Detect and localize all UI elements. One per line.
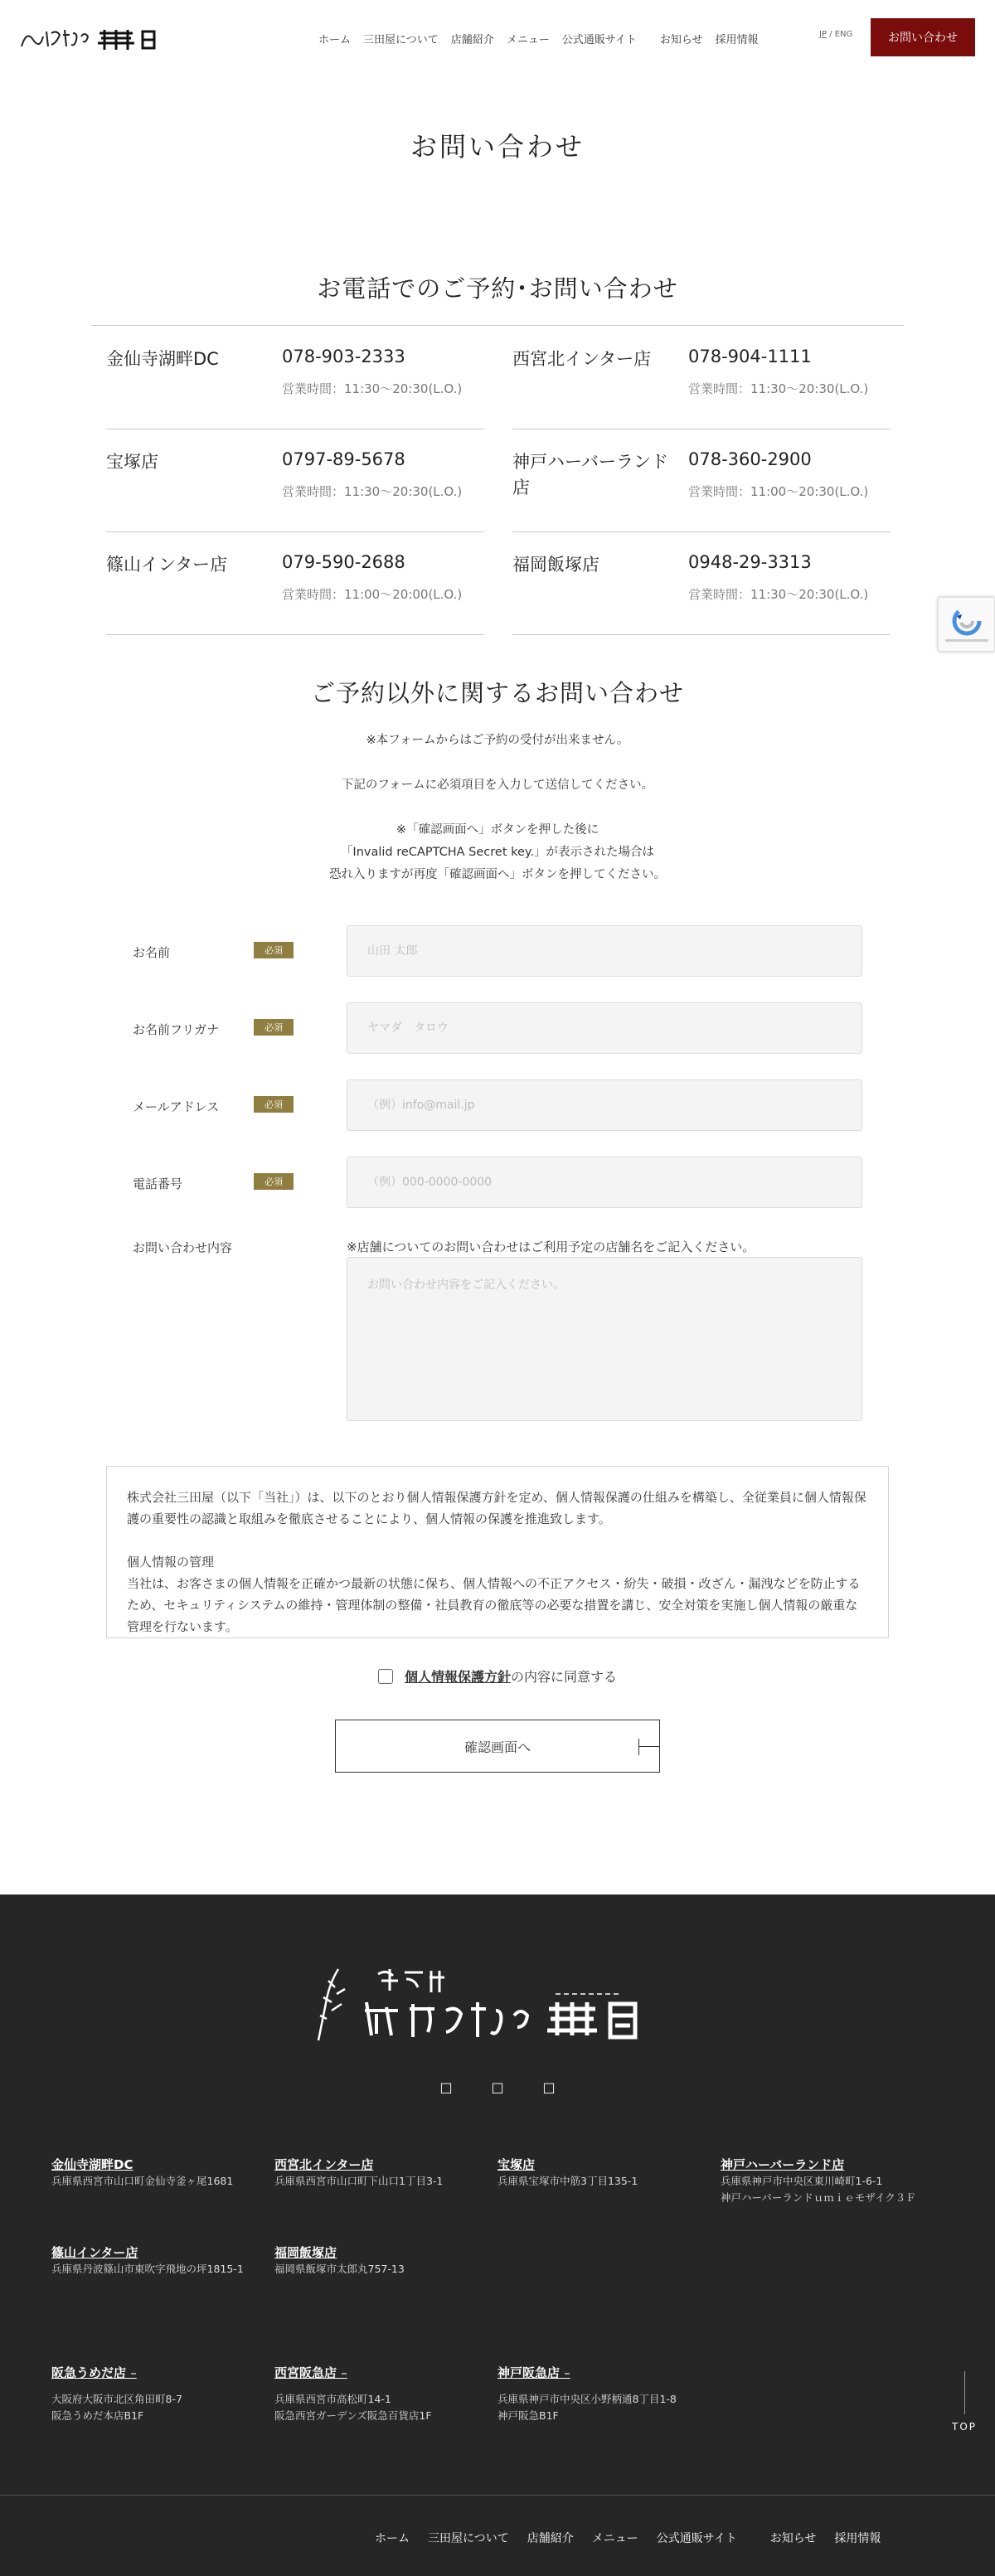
- store-phone-item: [106, 532, 484, 635]
- lang-en[interactable]: ENG: [834, 30, 853, 39]
- footer-store: [274, 2364, 490, 2424]
- store-hours: 営業時間：11:30〜20:30(L.O.): [688, 587, 869, 602]
- furigana-input[interactable]: [347, 1002, 862, 1054]
- line-icon[interactable]: □: [542, 2079, 556, 2095]
- recaptcha-badge[interactable]: [938, 597, 995, 652]
- required-badge: 必須: [254, 1096, 294, 1113]
- nav-menu[interactable]: メニュー: [506, 34, 550, 46]
- arrow-line: [639, 1746, 659, 1747]
- name-label: お名前: [133, 945, 171, 960]
- nav-about[interactable]: 三田屋について: [363, 34, 439, 46]
- store-phone-item: [512, 532, 891, 635]
- footer-nav-online-shop[interactable]: 公式通販サイト: [656, 2532, 737, 2545]
- required-badge: 必須: [254, 1173, 294, 1190]
- footer-nav-stores[interactable]: 店舗紹介: [527, 2532, 574, 2545]
- privacy-management-text: 当社は、お客さまの個人情報を正確かつ最新の状態に保ち、個人情報への不正アクセス・紛失・破損・改ざん・漏洩などを防止するため、セキュリティシステムの維持・管理体制の整備・社員教育の徹底等の必要な措置を講じ、安全対策を実施し個人情報の厳重な管理を行ないます。: [127, 1576, 861, 1634]
- footer-store-name[interactable]: 宝塚店: [498, 2157, 536, 2172]
- note-recaptcha-2: 「Invalid reCAPTCHA Secret key.」が表示された場合は: [340, 846, 655, 859]
- footer-nav-about[interactable]: 三田屋について: [428, 2532, 509, 2545]
- footer-store-address: 大阪府大阪市北区角田町8-7: [51, 2393, 182, 2405]
- store-name: 金仙寺湖畔DC: [106, 349, 219, 369]
- store-tel[interactable]: 078-903-2333: [282, 347, 405, 366]
- footer-store-name[interactable]: 神戸阪急店: [498, 2365, 561, 2380]
- contact-button[interactable]: お問い合わせ: [871, 18, 975, 56]
- store-name: 神戸ハーバーランド店: [512, 452, 668, 497]
- footer-nav-recruit[interactable]: 採用情報: [834, 2532, 881, 2545]
- site-logo[interactable]: [18, 22, 159, 55]
- store-name: 西宮北インター店: [512, 349, 652, 369]
- footer-store: [498, 2364, 713, 2424]
- footer-store-address: 兵庫県西宮市山口町下山口1丁目3-1: [274, 2175, 444, 2187]
- form-section-title: ご予約以外に関するお問い合わせ: [310, 679, 684, 707]
- instagram-icon[interactable]: □: [439, 2079, 453, 2095]
- inquiry-note: ※店舗についてのお問い合わせはご利用予定の店舗名をご記入ください。: [347, 1239, 755, 1254]
- form-notes: [0, 730, 995, 886]
- external-link-icon: –: [341, 2365, 347, 2380]
- required-badge: 必須: [254, 942, 294, 958]
- agree-text: の内容に同意する: [511, 1669, 618, 1685]
- external-link-icon: –: [130, 2365, 137, 2380]
- store-hours: 営業時間：11:30〜20:30(L.O.): [688, 381, 869, 396]
- email-input[interactable]: [347, 1079, 862, 1131]
- confirm-button[interactable]: [335, 1720, 660, 1773]
- phone-section-title: お電話でのご予約･お問い合わせ: [317, 274, 678, 303]
- footer-store-address-2: 阪急うめだ本店B1F: [51, 2409, 144, 2422]
- footer-store-name[interactable]: 西宮北インター店: [274, 2157, 374, 2172]
- inquiry-label: お問い合わせ内容: [133, 1240, 233, 1255]
- store-name: 篠山インター店: [106, 555, 228, 575]
- store-hours: 営業時間：11:30〜20:30(L.O.): [282, 484, 463, 499]
- required-badge: 必須: [254, 1019, 294, 1036]
- inquiry-textarea[interactable]: [347, 1257, 862, 1421]
- store-phone-item: [106, 327, 484, 429]
- furigana-label: お名前フリガナ: [133, 1022, 220, 1037]
- privacy-policy-box[interactable]: [106, 1466, 889, 1638]
- privacy-agree: [0, 1666, 995, 1686]
- footer-store-address: 兵庫県宝塚市中筋3丁目135-1: [498, 2175, 638, 2187]
- footer-store-address-2: 阪急西宮ガーデンズ阪急百貨店1F: [274, 2409, 432, 2422]
- footer-store-name[interactable]: 篠山インター店: [51, 2245, 138, 2260]
- store-hours: 営業時間：11:30〜20:30(L.O.): [282, 381, 463, 396]
- facebook-icon[interactable]: □: [491, 2079, 504, 2095]
- form-row-phone: [133, 1157, 862, 1208]
- to-top-label: TOP: [952, 2421, 978, 2433]
- form-row-furigana: [133, 1002, 862, 1054]
- external-link-icon: –: [564, 2365, 570, 2380]
- footer-store: [274, 2244, 490, 2278]
- footer-logo[interactable]: [307, 1961, 688, 2052]
- note-recaptcha-3: 恐れ入りますが再度「確認画面へ」ボタンを押してください。: [329, 868, 666, 881]
- store-phone-item: [106, 429, 484, 532]
- footer-store-name[interactable]: 金仙寺湖畔DC: [51, 2157, 133, 2172]
- footer-store-address-2: 神戸阪急B1F: [498, 2409, 559, 2422]
- footer-nav-menu[interactable]: メニュー: [591, 2532, 638, 2545]
- to-top-line: [964, 2371, 965, 2414]
- page-title: お問い合わせ: [410, 131, 585, 163]
- site-header: [0, 0, 995, 75]
- form-row-name: [133, 925, 862, 977]
- phone-input[interactable]: [347, 1157, 862, 1208]
- phone-label: 電話番号: [133, 1176, 183, 1191]
- note-no-reservation: ※本フォームからはご予約の受付が出来ません。: [366, 734, 629, 747]
- nav-home[interactable]: ホーム: [318, 34, 352, 46]
- store-tel[interactable]: 078-360-2900: [688, 449, 812, 469]
- store-hours: 営業時間：11:00〜20:00(L.O.): [282, 587, 463, 602]
- store-phone-item: [512, 429, 891, 532]
- footer-store-address-2: 神戸ハーバーランドｕｍｉｅモザイク３Ｆ: [721, 2191, 916, 2204]
- footer-store-address: 兵庫県神戸市中央区東川崎町1-6-1: [721, 2175, 883, 2187]
- nav-stores[interactable]: 店舗紹介: [450, 34, 494, 46]
- arrow-icon: [638, 1739, 639, 1755]
- global-nav: [318, 31, 771, 46]
- nav-recruit[interactable]: 採用情報: [715, 34, 759, 46]
- section-divider: [91, 325, 904, 326]
- store-tel[interactable]: 0948-29-3313: [688, 552, 812, 572]
- footer-store: [274, 2156, 490, 2190]
- form-row-email: [133, 1079, 862, 1131]
- privacy-heading: 個人情報の管理: [127, 1555, 215, 1569]
- footer-store: [51, 2156, 267, 2190]
- site-footer: [0, 1894, 995, 2576]
- footer-nav-home[interactable]: ホーム: [375, 2532, 410, 2545]
- store-name: 福岡飯塚店: [512, 555, 599, 575]
- note-fill-required: 下記のフォームに必須項目を入力して送信してください。: [341, 779, 654, 792]
- social-links: [0, 2079, 995, 2095]
- confirm-label: 確認画面へ: [464, 1739, 531, 1755]
- name-input[interactable]: [347, 925, 862, 977]
- store-name: 宝塚店: [106, 452, 158, 472]
- store-tel[interactable]: 079-590-2688: [282, 552, 405, 572]
- footer-store-address: 兵庫県神戸市中央区小野柄通8丁目1-8: [498, 2393, 677, 2405]
- footer-store-name[interactable]: 西宮阪急店: [274, 2365, 337, 2380]
- footer-store: [721, 2156, 936, 2206]
- lang-jp[interactable]: JP: [819, 30, 827, 39]
- lang-separator: /: [829, 30, 832, 39]
- footer-nav-news[interactable]: お知らせ: [769, 2532, 817, 2545]
- store-hours: 営業時間：11:00〜20:30(L.O.): [688, 484, 869, 499]
- email-label: メールアドレス: [133, 1099, 220, 1114]
- footer-store-name[interactable]: 阪急うめだ店: [51, 2365, 127, 2380]
- footer-store-address: 兵庫県西宮市高松町14-1: [274, 2393, 391, 2405]
- note-recaptcha-1: ※「確認画面へ」ボタンを押した後に: [396, 823, 599, 837]
- nav-news[interactable]: お知らせ: [659, 34, 703, 46]
- privacy-intro: 株式会社三田屋（以下「当社」）は、以下のとおり個人情報保護方針を定め、個人情報保護の仕組みを構築し、全従業員に個人情報保護の重要性の認識と取組みを徹底させることにより、個人情報の保護を推進致します。: [127, 1490, 866, 1526]
- footer-divider: [0, 2495, 995, 2496]
- store-tel[interactable]: 078-904-1111: [688, 347, 812, 366]
- footer-nav: [375, 2530, 899, 2546]
- store-phone-item: [512, 327, 891, 429]
- footer-store-address: 兵庫県丹波篠山市東吹字飛地の坪1815-1: [51, 2263, 244, 2275]
- footer-store-address: 兵庫県西宮市山口町金仙寺釜ヶ尾1681: [51, 2175, 234, 2187]
- footer-store: [51, 2244, 267, 2278]
- footer-store: [498, 2156, 713, 2190]
- language-switch: [819, 30, 852, 39]
- agree-checkbox[interactable]: [378, 1669, 393, 1684]
- footer-store-name[interactable]: 神戸ハーバーランド店: [721, 2157, 845, 2172]
- nav-online-shop[interactable]: 公式通販サイト: [561, 34, 637, 46]
- store-tel[interactable]: 0797-89-5678: [282, 449, 405, 469]
- privacy-policy-link[interactable]: 個人情報保護方針: [404, 1669, 511, 1685]
- footer-store: [51, 2364, 267, 2424]
- footer-store-address: 福岡県飯塚市太郎丸757-13: [274, 2263, 405, 2275]
- back-to-top[interactable]: [952, 2421, 977, 2433]
- footer-store-name[interactable]: 福岡飯塚店: [274, 2245, 337, 2260]
